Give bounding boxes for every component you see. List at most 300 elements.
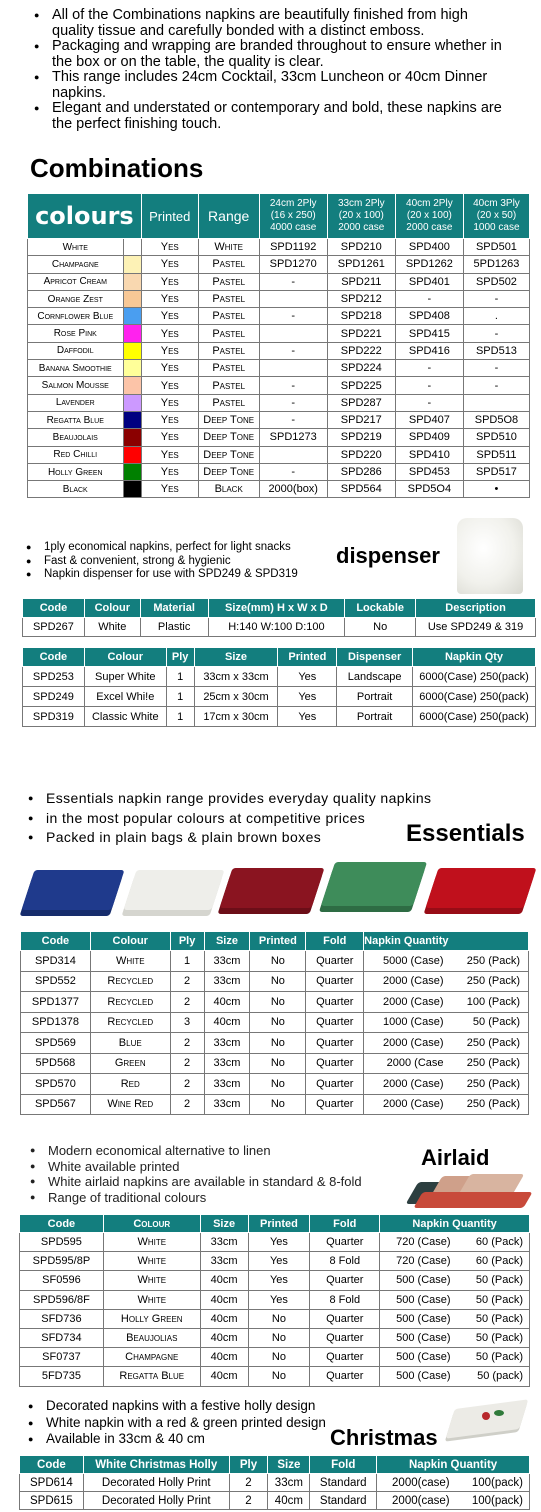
size-cell: 33cm xyxy=(268,1474,310,1492)
airlaid-bullet: ● Range of traditional colours xyxy=(26,1190,406,1206)
code-cell: 5FD735 xyxy=(20,1367,104,1386)
column-header: Material xyxy=(140,599,208,618)
printed-cell: Yes xyxy=(141,360,198,377)
table-row xyxy=(20,1367,530,1386)
product-code: - xyxy=(463,360,529,377)
product-code: - xyxy=(259,273,327,290)
range-cell: Pastel xyxy=(198,342,259,359)
product-code: - xyxy=(259,411,327,428)
case-qty-cell: 500 (Case) xyxy=(380,1271,457,1290)
dispenser-title: dispenser xyxy=(336,543,440,568)
colour-row xyxy=(28,256,530,273)
colour-cell: Champagne xyxy=(103,1348,200,1367)
product-code: - xyxy=(259,394,327,411)
size-cell: 40cm xyxy=(200,1348,248,1367)
colour-swatch xyxy=(123,481,141,498)
size-24cm-header: 24cm 2Ply (16 x 250) 4000 case xyxy=(259,194,327,239)
product-code: - xyxy=(463,377,529,394)
product-code: SPD210 xyxy=(327,239,395,256)
colour-name: Rose Pink xyxy=(28,325,124,342)
case-qty-cell: 500 (Case) xyxy=(380,1328,457,1347)
fold-cell: 8 Fold xyxy=(310,1252,380,1271)
printed-cell: No xyxy=(250,951,306,972)
printed-cell: No xyxy=(248,1367,310,1386)
product-code: SPD511 xyxy=(463,446,529,463)
essentials-napkins-image xyxy=(24,858,538,924)
product-code: SPD1270 xyxy=(259,256,327,273)
colour-cell: White xyxy=(84,618,140,637)
fold-cell: Quarter xyxy=(306,1074,364,1095)
code-cell: SPD253 xyxy=(23,667,85,687)
fold-cell: Quarter xyxy=(310,1271,380,1290)
column-header: Ply xyxy=(229,1456,268,1474)
printed-cell: No xyxy=(250,1094,306,1115)
code-cell: 5PD568 xyxy=(21,1053,91,1074)
product-code xyxy=(259,325,327,342)
navy-napkin xyxy=(22,870,125,910)
colour-swatch xyxy=(123,342,141,359)
product-code: - xyxy=(395,377,463,394)
code-cell: SPD615 xyxy=(20,1492,84,1510)
product-code: SPD287 xyxy=(327,394,395,411)
colour-row xyxy=(28,360,530,377)
qty-cell: 6000(Case) 250(pack) xyxy=(413,687,536,707)
pack-qty-cell: 50 (Pack) xyxy=(457,1348,530,1367)
printed-cell: No xyxy=(250,1074,306,1095)
size-cell: H:140 W:100 D:100 xyxy=(208,618,345,637)
product-code: - xyxy=(463,290,529,307)
column-header: Ply xyxy=(170,932,204,951)
table-row xyxy=(21,1074,529,1095)
fold-cell: Standard xyxy=(310,1492,377,1510)
table-row xyxy=(20,1290,530,1309)
fold-cell: Standard xyxy=(310,1474,377,1492)
ply-cell: 1 xyxy=(170,951,204,972)
fold-cell: Quarter xyxy=(310,1328,380,1347)
case-qty-cell: 2000 (Case) xyxy=(364,992,450,1013)
airlaid-napkins-image xyxy=(402,1172,534,1212)
pack-qty-cell: 250 (Pack) xyxy=(450,1074,529,1095)
printed-cell: Yes xyxy=(141,394,198,411)
colour-swatch xyxy=(123,394,141,411)
essentials-bullets xyxy=(24,789,464,848)
fold-cell: Quarter xyxy=(306,971,364,992)
pack-qty-cell: 50 (Pack) xyxy=(450,1012,529,1033)
colour-row xyxy=(28,290,530,307)
product-code: - xyxy=(259,308,327,325)
dispenser-bullets xyxy=(22,541,342,582)
essentials-bullet: ● in the most popular colours at competitive prices xyxy=(24,809,464,829)
size-cell: 40cm xyxy=(204,1012,250,1033)
intro-bullets xyxy=(30,8,510,132)
range-cell: Pastel xyxy=(198,325,259,342)
size-cell: 40cm xyxy=(200,1328,248,1347)
colour-name: Lavender xyxy=(28,394,124,411)
range-cell: Pastel xyxy=(198,290,259,307)
size-cell: 40cm xyxy=(200,1367,248,1386)
column-header: Fold xyxy=(310,1215,380,1233)
size-cell: 33cm xyxy=(204,1074,250,1095)
pack-qty-cell: 100(pack) xyxy=(456,1492,530,1510)
product-code: SPD218 xyxy=(327,308,395,325)
ply-cell: 2 xyxy=(229,1474,268,1492)
case-qty-cell: 2000 (Case) xyxy=(364,971,450,992)
size-cell: 40cm xyxy=(200,1271,248,1290)
colour-cell: Recycled xyxy=(90,1012,170,1033)
code-cell: SPD1378 xyxy=(21,1012,91,1033)
range-cell: Deep Tone xyxy=(198,411,259,428)
product-code xyxy=(259,290,327,307)
christmas-table xyxy=(19,1455,530,1510)
colour-cell: Regatta Blue xyxy=(103,1367,200,1386)
pack-qty-cell: 60 (Pack) xyxy=(457,1233,530,1252)
colour-cell: White xyxy=(90,951,170,972)
range-cell: Black xyxy=(198,481,259,498)
table-row xyxy=(20,1348,530,1367)
printed-cell: No xyxy=(250,1033,306,1054)
colour-swatch xyxy=(123,273,141,290)
dispenser-cell: Landscape xyxy=(337,667,413,687)
design-cell: Decorated Holly Print xyxy=(83,1492,229,1510)
table-row xyxy=(20,1271,530,1290)
intro-bullet: ● This range includes 24cm Cocktail, 33cm Luncheon or 40cm Dinner napkins. xyxy=(30,70,510,101)
colour-name: Champagne xyxy=(28,256,124,273)
size-cell: 40cm xyxy=(200,1309,248,1328)
pack-qty-cell: 50 (Pack) xyxy=(457,1309,530,1328)
table-row xyxy=(20,1309,530,1328)
colour-cell: Wine Red xyxy=(90,1094,170,1115)
range-cell: Deep Tone xyxy=(198,446,259,463)
colour-row xyxy=(28,429,530,446)
colour-cell: Green xyxy=(90,1053,170,1074)
combinations-table xyxy=(27,193,530,498)
column-header: Colour xyxy=(90,932,170,951)
product-code: SPD453 xyxy=(395,463,463,480)
lockable-cell: No xyxy=(345,618,416,637)
range-header: Range xyxy=(198,194,259,239)
printed-cell: Yes xyxy=(141,308,198,325)
printed-cell: No xyxy=(248,1348,310,1367)
product-code: - xyxy=(395,360,463,377)
column-header: Fold xyxy=(306,932,364,951)
code-cell: SPD1377 xyxy=(21,992,91,1013)
printed-cell: No xyxy=(250,1053,306,1074)
printed-cell: Yes xyxy=(141,446,198,463)
product-code: SPD221 xyxy=(327,325,395,342)
fold-cell: Quarter xyxy=(306,992,364,1013)
colour-row xyxy=(28,308,530,325)
product-code: SPD286 xyxy=(327,463,395,480)
code-cell: SPD567 xyxy=(21,1094,91,1115)
dispenser-napkins-table xyxy=(22,647,536,727)
ply-cell: 1 xyxy=(166,707,194,727)
colour-name: Regatta Blue xyxy=(28,411,124,428)
colour-name: Holly Green xyxy=(28,463,124,480)
christmas-title: Christmas xyxy=(330,1425,438,1450)
ply-cell: 1 xyxy=(166,667,194,687)
product-code: - xyxy=(395,290,463,307)
size-cell: 33cm xyxy=(200,1233,248,1252)
product-code xyxy=(463,394,529,411)
colour-cell: Beaujolias xyxy=(103,1328,200,1347)
colour-name: Salmon Mousse xyxy=(28,377,124,394)
colour-swatch xyxy=(123,239,141,256)
column-header: Ply xyxy=(166,648,194,667)
product-code: SPD1261 xyxy=(327,256,395,273)
colour-swatch xyxy=(123,256,141,273)
product-code: SPD564 xyxy=(327,481,395,498)
colour-name: Black xyxy=(28,481,124,498)
case-qty-cell: 2000 (Case xyxy=(364,1053,450,1074)
table-row xyxy=(23,687,536,707)
ply-cell: 3 xyxy=(170,1012,204,1033)
product-code: • xyxy=(463,481,529,498)
case-qty-cell: 500 (Case) xyxy=(380,1290,457,1309)
code-cell: SPD267 xyxy=(23,618,85,637)
colour-cell: White xyxy=(103,1290,200,1309)
colour-swatch xyxy=(123,290,141,307)
product-code: SPD222 xyxy=(327,342,395,359)
table-row xyxy=(20,1328,530,1347)
code-cell: SPD314 xyxy=(21,951,91,972)
colour-name: Daffodil xyxy=(28,342,124,359)
printed-cell: Yes xyxy=(278,687,337,707)
code-cell: SPD595 xyxy=(20,1233,104,1252)
colour-swatch xyxy=(123,377,141,394)
code-cell: SPD319 xyxy=(23,707,85,727)
product-code: - xyxy=(259,377,327,394)
colour-row xyxy=(28,239,530,256)
airlaid-title: Airlaid xyxy=(421,1145,490,1170)
printed-cell: No xyxy=(250,992,306,1013)
product-code: SPD416 xyxy=(395,342,463,359)
printed-cell: Yes xyxy=(141,256,198,273)
dispenser-bullet: ● 1ply economical napkins, perfect for light snacks xyxy=(22,541,342,555)
colour-row xyxy=(28,463,530,480)
fold-cell: Quarter xyxy=(306,1012,364,1033)
intro-bullet: ● Packaging and wrapping are branded throughout to ensure whether in the box or on the table, the quality is clear. xyxy=(30,39,510,70)
ply-cell: 2 xyxy=(170,1094,204,1115)
product-code: 2000(box) xyxy=(259,481,327,498)
pack-qty-cell: 250 (Pack) xyxy=(450,1094,529,1115)
product-code: SPD501 xyxy=(463,239,529,256)
christmas-bullet: ● Available in 33cm & 40 cm xyxy=(24,1431,344,1448)
pack-qty-cell: 250 (Pack) xyxy=(450,1053,529,1074)
code-cell: SPD596/8F xyxy=(20,1290,104,1309)
case-qty-cell: 500 (Case) xyxy=(380,1309,457,1328)
column-header: Colour xyxy=(103,1215,200,1233)
case-qty-cell: 1000 (Case) xyxy=(364,1012,450,1033)
printed-cell: Yes xyxy=(141,342,198,359)
product-code: SPD1192 xyxy=(259,239,327,256)
dispenser-cell: Portrait xyxy=(337,687,413,707)
product-code: SPD401 xyxy=(395,273,463,290)
table-row xyxy=(21,1012,529,1033)
column-header: Colour xyxy=(84,648,166,667)
colour-swatch xyxy=(123,446,141,463)
product-code: SPD217 xyxy=(327,411,395,428)
combinations-rows xyxy=(28,239,530,498)
product-code: SPD502 xyxy=(463,273,529,290)
column-header: Dispenser xyxy=(337,648,413,667)
combinations-title: Combinations xyxy=(30,153,204,183)
printed-cell: Yes xyxy=(248,1252,310,1271)
colour-name: Red Chilli xyxy=(28,446,124,463)
pack-qty-cell: 60 (Pack) xyxy=(457,1252,530,1271)
column-header: Size xyxy=(268,1456,310,1474)
printed-cell: Yes xyxy=(278,667,337,687)
column-header: Code xyxy=(20,1215,104,1233)
essentials-title: Essentials xyxy=(406,820,525,847)
colour-cell: White xyxy=(103,1233,200,1252)
product-code: SPD1262 xyxy=(395,256,463,273)
printed-cell: No xyxy=(248,1328,310,1347)
code-cell: SPD570 xyxy=(21,1074,91,1095)
column-header: Colour xyxy=(84,599,140,618)
fold-cell: Quarter xyxy=(310,1309,380,1328)
column-header: Code xyxy=(21,932,91,951)
case-qty-cell: 500 (Case) xyxy=(380,1348,457,1367)
christmas-bullets xyxy=(24,1398,344,1448)
range-cell: Pastel xyxy=(198,394,259,411)
colour-row xyxy=(28,325,530,342)
ply-cell: 2 xyxy=(229,1492,268,1510)
size-cell: 17cm x 30cm xyxy=(194,707,278,727)
column-header: Napkin Quantity xyxy=(377,1456,530,1474)
ply-cell: 2 xyxy=(170,971,204,992)
colour-name: Orange Zest xyxy=(28,290,124,307)
colour-row xyxy=(28,342,530,359)
size-cell: 25cm x 30cm xyxy=(194,687,278,707)
product-code: - xyxy=(259,463,327,480)
colour-cell: Excel Whi!e xyxy=(84,687,166,707)
colour-row xyxy=(28,411,530,428)
printed-cell: Yes xyxy=(141,481,198,498)
fold-cell: Quarter xyxy=(310,1348,380,1367)
airlaid-table xyxy=(19,1214,530,1387)
colour-name: Banana Smoothie xyxy=(28,360,124,377)
product-code: - xyxy=(259,342,327,359)
table-row xyxy=(23,618,536,637)
table-row xyxy=(21,1094,529,1115)
printed-cell: Yes xyxy=(141,239,198,256)
case-qty-cell: 2000(case) xyxy=(377,1474,456,1492)
colour-swatch xyxy=(123,308,141,325)
printed-cell: Yes xyxy=(278,707,337,727)
fold-cell: Quarter xyxy=(306,951,364,972)
size-33cm-header: 33cm 2Ply (20 x 100) 2000 case xyxy=(327,194,395,239)
colour-row xyxy=(28,377,530,394)
colours-header: colours xyxy=(28,194,142,239)
colour-cell: Blue xyxy=(90,1033,170,1054)
size-cell: 33cm x 33cm xyxy=(194,667,278,687)
colour-name: Apricot Cream xyxy=(28,273,124,290)
colour-cell: Super White xyxy=(84,667,166,687)
column-header: Napkin Qty xyxy=(413,648,536,667)
printed-cell: Yes xyxy=(141,273,198,290)
product-code: SPD407 xyxy=(395,411,463,428)
column-header: Code xyxy=(20,1456,84,1474)
description-cell: Use SPD249 & 319 xyxy=(416,618,536,637)
code-cell: SF0596 xyxy=(20,1271,104,1290)
printed-cell: Yes xyxy=(141,411,198,428)
range-cell: Pastel xyxy=(198,377,259,394)
red-napkin xyxy=(426,868,537,908)
table-row xyxy=(20,1233,530,1252)
pack-qty-cell: 250 (Pack) xyxy=(450,971,529,992)
case-qty-cell: 500 (Case) xyxy=(380,1367,457,1386)
fold-cell: Quarter xyxy=(310,1233,380,1252)
column-header: Code xyxy=(23,599,85,618)
wine-napkin xyxy=(220,868,325,908)
colour-name: White xyxy=(28,239,124,256)
table-row xyxy=(21,951,529,972)
table-row xyxy=(20,1474,530,1492)
christmas-napkin-image xyxy=(446,1392,534,1448)
christmas-bullet: ● White napkin with a red & green printed design xyxy=(24,1415,344,1432)
essentials-bullet: ● Packed in plain bags & plain brown boxes xyxy=(24,828,464,848)
table-row xyxy=(23,707,536,727)
ply-cell: 2 xyxy=(170,992,204,1013)
printed-header: Printed xyxy=(141,194,198,239)
green-napkin xyxy=(321,862,427,906)
product-code: SPD212 xyxy=(327,290,395,307)
code-cell: SFD736 xyxy=(20,1309,104,1328)
size-cell: 33cm xyxy=(200,1252,248,1271)
dispenser-cell: Portrait xyxy=(337,707,413,727)
range-cell: Pastel xyxy=(198,360,259,377)
airlaid-bullet: ● Modern economical alternative to linen xyxy=(26,1143,406,1159)
printed-cell: Yes xyxy=(141,325,198,342)
napkin-dispenser-image xyxy=(457,518,523,594)
product-code: SPD5O4 xyxy=(395,481,463,498)
product-code: SPD1273 xyxy=(259,429,327,446)
product-code: SPD400 xyxy=(395,239,463,256)
dispenser-table xyxy=(22,598,536,637)
product-code: SPD410 xyxy=(395,446,463,463)
column-header: Fold xyxy=(310,1456,377,1474)
product-code: SPD510 xyxy=(463,429,529,446)
column-header: Printed xyxy=(248,1215,310,1233)
colour-swatch xyxy=(123,463,141,480)
table-row xyxy=(21,1033,529,1054)
case-qty-cell: 720 (Case) xyxy=(380,1252,457,1271)
product-code: SPD220 xyxy=(327,446,395,463)
column-header: Size xyxy=(194,648,278,667)
case-qty-cell: 2000 (Case) xyxy=(364,1094,450,1115)
design-cell: Decorated Holly Print xyxy=(83,1474,229,1492)
code-cell: SFD734 xyxy=(20,1328,104,1347)
column-header: Printed xyxy=(278,648,337,667)
intro-bullet: ● All of the Combinations napkins are beautifully finished from high quality tissue and carefully bonded with a distinct emboss. xyxy=(30,8,510,39)
column-header: Description xyxy=(416,599,536,618)
product-code: SPD5O8 xyxy=(463,411,529,428)
range-cell: Pastel xyxy=(198,256,259,273)
case-qty-cell: 5000 (Case) xyxy=(364,951,450,972)
size-cell: 33cm xyxy=(204,1033,250,1054)
printed-cell: Yes xyxy=(248,1271,310,1290)
pack-qty-cell: 50 (Pack) xyxy=(457,1271,530,1290)
size-cell: 33cm xyxy=(204,1094,250,1115)
product-code: SPD225 xyxy=(327,377,395,394)
pack-qty-cell: 50 (Pack) xyxy=(457,1290,530,1309)
colour-swatch xyxy=(123,429,141,446)
printed-cell: No xyxy=(248,1309,310,1328)
colour-cell: White xyxy=(103,1271,200,1290)
printed-cell: Yes xyxy=(248,1233,310,1252)
colour-name: Cornflower Blue xyxy=(28,308,124,325)
product-code: SPD409 xyxy=(395,429,463,446)
